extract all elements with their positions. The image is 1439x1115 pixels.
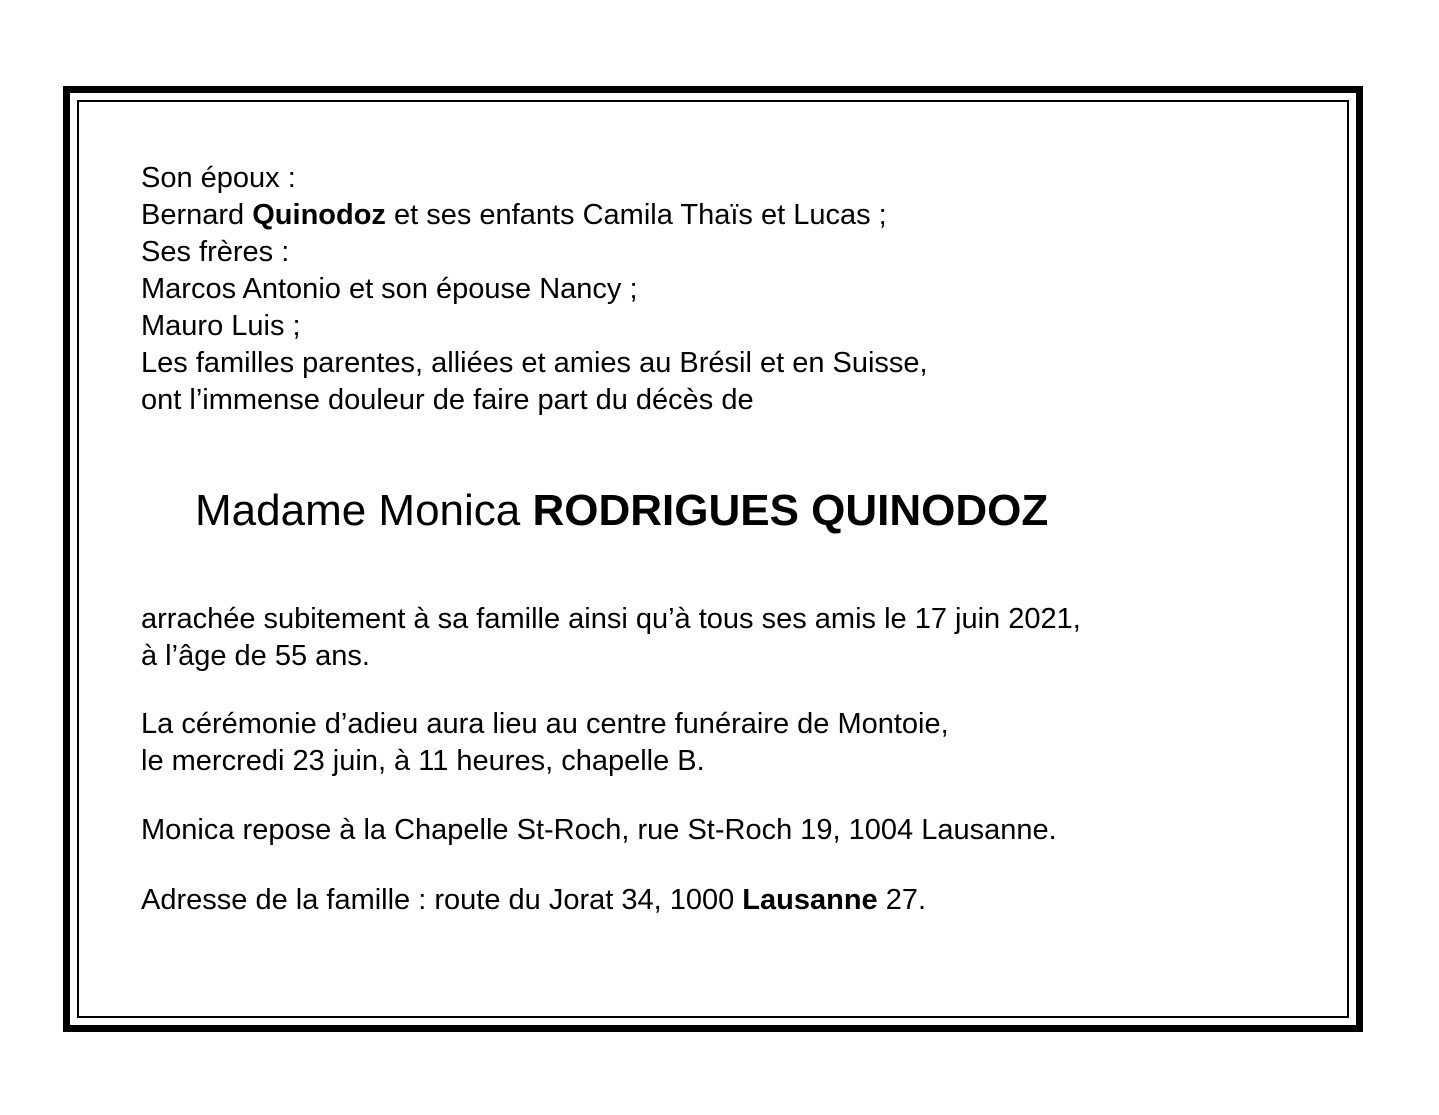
address-street: Adresse de la famille : route du Jorat 34, 1000 <box>141 884 743 916</box>
resting-place-line: Monica repose à la Chapelle St-Roch, rue St-Roch 19, 1004 Lausanne. <box>141 814 1057 846</box>
death-details <box>141 601 1081 675</box>
ceremony-line-2: le mercredi 23 juin, à 11 heures, chapelle B. <box>141 745 705 777</box>
ceremony-line-1: La cérémonie d’adieu aura lieu au centre funéraire de Montoie, <box>141 708 949 740</box>
spouse-heading: Son époux : <box>141 162 296 194</box>
death-details-line-1: arrachée subitement à sa famille ainsi qu’à tous ses amis le 17 juin 2021, <box>141 603 1081 635</box>
resting-place <box>141 812 1057 849</box>
announcers-block <box>141 160 928 419</box>
deceased-surname: RODRIGUES QUINODOZ <box>532 486 1049 535</box>
death-details-line-2: à l’âge de 55 ans. <box>141 640 370 672</box>
deceased-prefix: Madame Monica <box>195 486 533 535</box>
sibling-line-2: Mauro Luis ; <box>141 310 301 342</box>
siblings-heading: Ses frères : <box>141 236 290 268</box>
deceased-name <box>195 483 1048 539</box>
spouse-children: et ses enfants Camila Thaïs et Lucas ; <box>385 199 887 231</box>
family-address <box>141 882 926 919</box>
spouse-line <box>141 197 928 234</box>
families-line: Les familles parentes, alliées et amies au Brésil et en Suisse, <box>141 347 928 379</box>
spouse-firstname: Bernard <box>141 199 253 231</box>
spouse-surname: Quinodoz <box>252 199 386 231</box>
announcement-line: ont l’immense douleur de faire part du décès de <box>141 384 754 416</box>
address-city: Lausanne <box>742 884 878 916</box>
ceremony-info <box>141 706 949 780</box>
sibling-line-1: Marcos Antonio et son épouse Nancy ; <box>141 273 638 305</box>
family-address-line <box>141 882 926 919</box>
address-suffix: 27. <box>877 884 927 916</box>
